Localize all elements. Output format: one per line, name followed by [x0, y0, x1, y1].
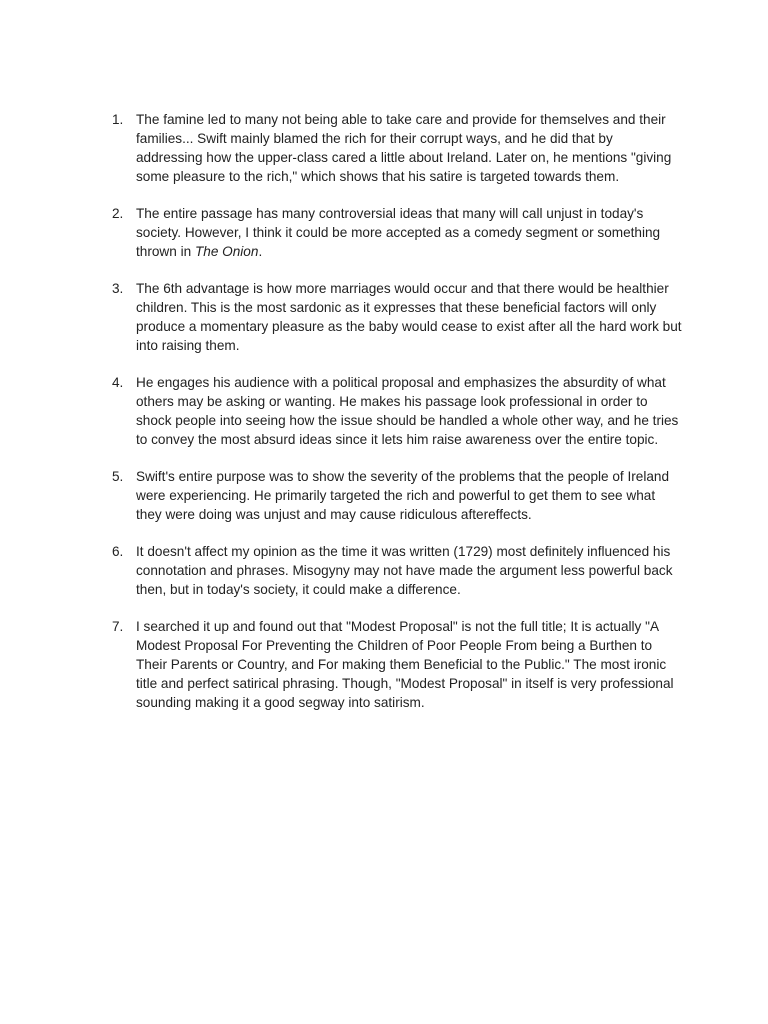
- item-text-main: The entire passage has many controversial ideas that many will call unjust in today's society. However, I think it could be more accepted as a comedy segment or something thrown in: [136, 206, 661, 259]
- list-item: [112, 279, 682, 355]
- item-text: He engages his audience with a political proposal and emphasizes the absurdity of what others may be asking or wanting. He makes his passage look professional in order to shock people into seeing how the issue should be handled a whole other way, and he tries to convey the most absurd ideas since it lets him raise awareness over the entire topic.: [136, 375, 679, 447]
- item-text: I searched it up and found out that "Modest Proposal" is not the full title; It is actually "A Modest Proposal For Preventing the Children of Poor People From being a Burthen to Their Parents or Country, and For making them Beneficial to the Public." The most ironic title and perfect satirical phrasing. Though, "Modest Proposal" in itself is very professional sounding making it a good segway into satirism.: [136, 619, 674, 710]
- item-text: [136, 206, 660, 259]
- list-item: [112, 467, 682, 524]
- item-number: 1.: [112, 112, 124, 127]
- item-number: 3.: [112, 281, 124, 296]
- item-number: 4.: [112, 375, 124, 390]
- item-text: It doesn't affect my opinion as the time it was written (1729) most definitely influenced his connotation and phrases. Misogyny may not have made the argument less powerful back then, but in today's society, it could make a difference.: [136, 544, 673, 597]
- item-number: 7.: [112, 619, 124, 634]
- list-item: [112, 110, 682, 186]
- item-text: The 6th advantage is how more marriages would occur and that there would be healthier children. This is the most sardonic as it expresses that these beneficial factors will only produce a momentary pleasure as the baby would cease to exist after all the hard work but into raising them.: [136, 281, 682, 353]
- list-item: [112, 617, 682, 712]
- item-text: The famine led to many not being able to take care and provide for themselves and their families... Swift mainly blamed the rich for their corrupt ways, and he did that by addressing how the upper-class cared a little about Ireland. Later on, he mentions "giving some pleasure to the rich," which shows that his satire is targeted towards them.: [136, 112, 672, 184]
- item-number: 6.: [112, 544, 124, 559]
- answer-list: [112, 110, 682, 730]
- item-text: Swift's entire purpose was to show the severity of the problems that the people of Ireland were experiencing. He primarily targeted the rich and powerful to get them to see what they were doing was unjust and may cause ridiculous aftereffects.: [136, 469, 670, 522]
- item-text-end: .: [258, 244, 263, 259]
- item-number: 2.: [112, 206, 124, 221]
- list-item: [112, 204, 682, 261]
- publication-title: The Onion: [194, 244, 259, 259]
- list-item: [112, 542, 682, 599]
- item-number: 5.: [112, 469, 124, 484]
- list-item: [112, 373, 682, 449]
